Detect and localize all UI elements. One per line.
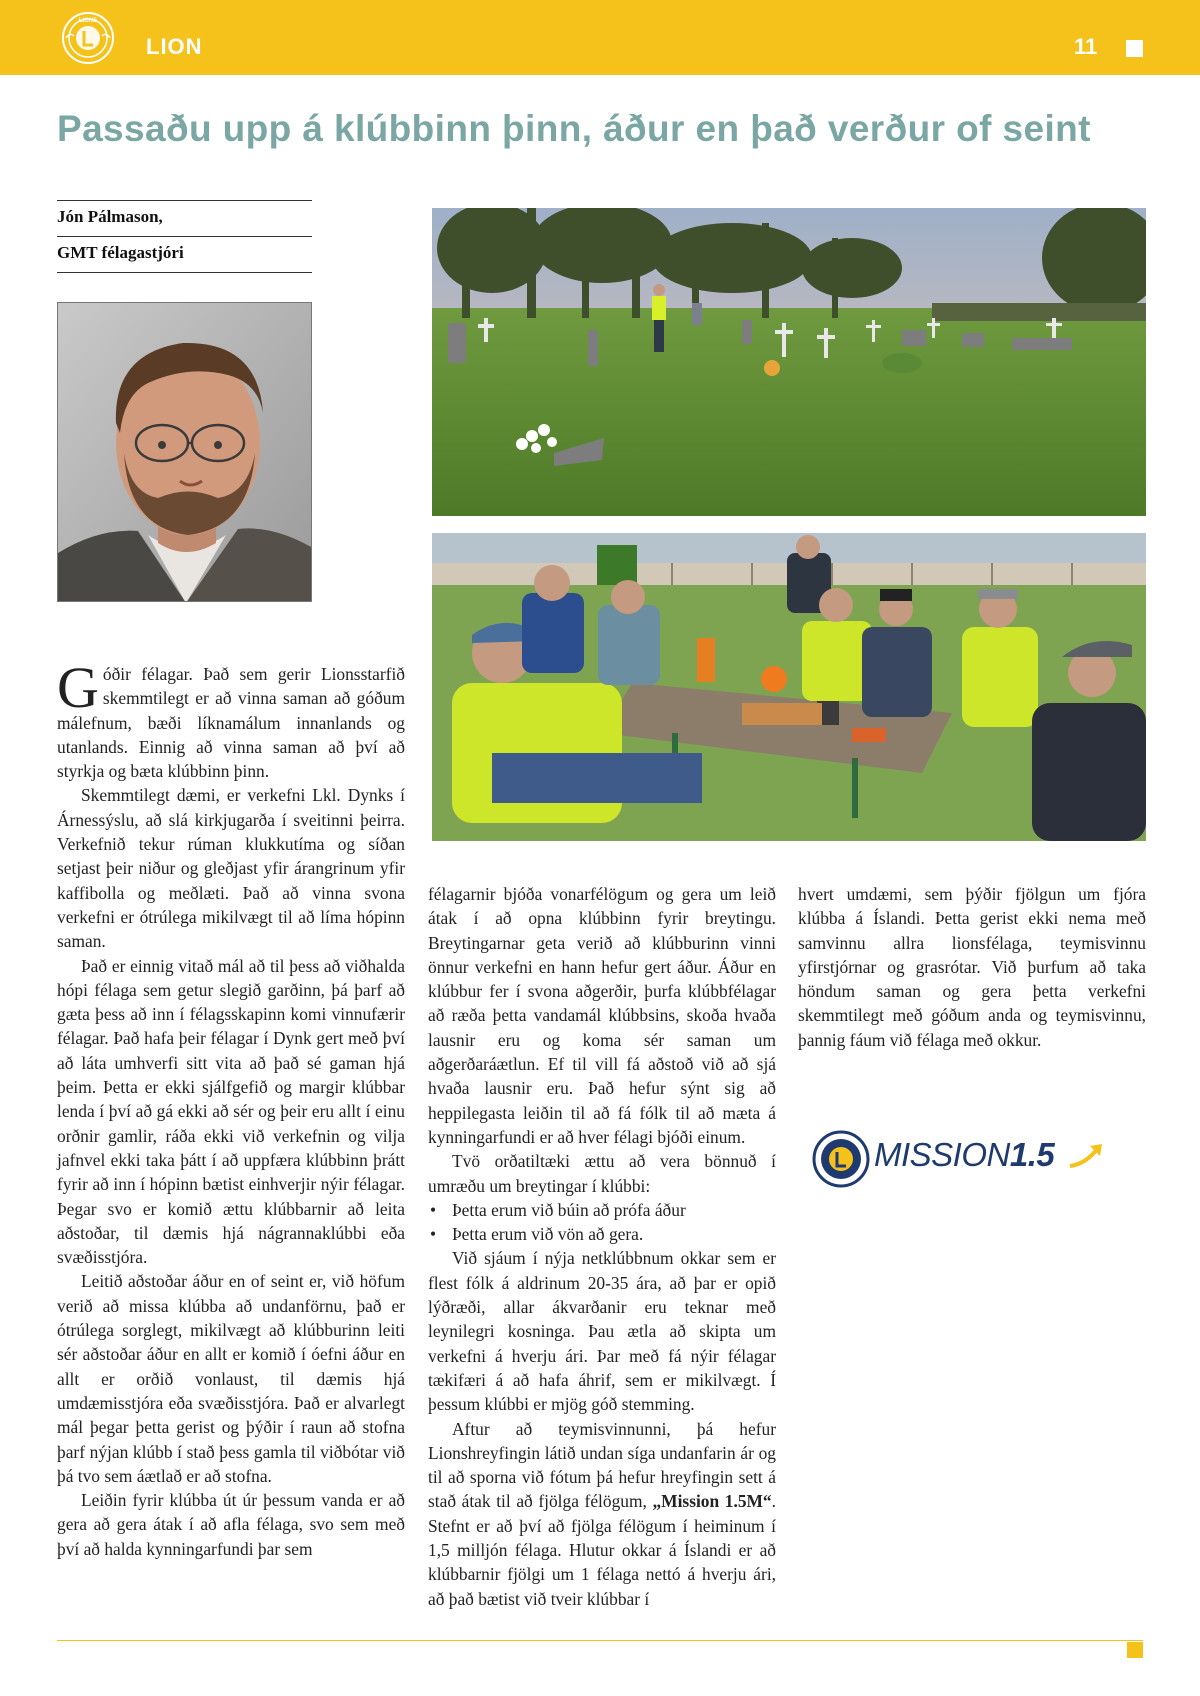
paragraph: félagarnir bjóða vonarfélögum og gera um leið átak í að opna klúbbinn fyrir breytingu. Breytingarnar geta verið að klúbburinn vinni önnur verkefni en hann hefur gert áður. Áður en klúbbur fer í svona aðgerðir, þurfa klúbbfélagar að ræða þetta vandamál klúbbsins, skoða hvaða lausnir eru og koma sér saman um aðgerðaráætlun. Ef til vill fá aðstoð við að sjá hvaða lausnir eru. Það hefur sýnt sig að heppilegasta leiðin til að fá fólk til að mæta á kynningarfundi er að hver félagi bjóði einum. — [428, 884, 776, 1147]
mission-emphasis: „Mission 1.5M“ — [652, 1491, 772, 1512]
coffee-break-photo — [432, 533, 1146, 841]
cemetery-photo — [432, 208, 1146, 516]
footer-divider — [57, 1640, 1143, 1641]
mission-wordmark — [874, 1136, 1054, 1174]
byline — [57, 200, 312, 273]
footer-marker — [1127, 1642, 1143, 1658]
bullet-list — [428, 1198, 776, 1247]
paragraph: Við sjáum í nýja netklúbbnum okkar sem er flest fólk á aldrinum 20-35 ára, að þar er opið lýðræði, allar ákvarðanir eru teknar með leynilegri kosninga. Þau ætla að skipta um verkefni á hverju ári. Þar með fá nýir félagar tækifæri á að hafa áhrif, sem er mikilvægt. Í þessum klúbbi er mjög góð stemming. — [428, 1248, 776, 1415]
cemetery-image — [432, 208, 1146, 516]
mission-logo — [812, 1130, 1112, 1190]
list-item: • Þetta erum við vön að gera. — [428, 1222, 776, 1246]
paragraph: Leiðin fyrir klúbba út úr þessum vanda er að gera að gera átak í að afla félaga, svo sem með því að halda kynningarfundi þar sem — [57, 1490, 405, 1559]
coffee-break-image — [432, 533, 1146, 841]
logo-text: LIONS — [78, 18, 98, 24]
paragraph — [57, 655, 405, 783]
list-item: • Þetta erum við búin að prófa áður — [428, 1198, 776, 1222]
lions-club-logo-icon — [62, 12, 114, 64]
paragraph-text: . Stefnt er að því að fjölga félögum í heiminum í 1,5 milljón félaga. Hlutur okkar á Íslandi er að klúbbarnir fjölgi um 1 félaga nettó á hverju ári, að það bætist við tveir klúbbar í — [428, 1491, 776, 1609]
text-column-3 — [798, 882, 1146, 1052]
article-title: Passaðu upp á klúbbinn þinn, áður en það verður of seint — [57, 108, 1091, 149]
paragraph: Það er einnig vitað mál að til þess að viðhalda hópi félaga sem getur slegið garðinn, þá þarf að gæta þess að inn í félagsskapinn komi vinnufærir félagar. Það hafa þeir félagar í Dynk gert með því að láta umhverfi sitt vita að það sé gaman hjá þeim. Þetta er ekki sjálfgefið og margir klúbbar lenda í því að gá ekki að sér og þeir eru allt í einu orðnir gamlir, ráða ekki við verkefnin og vilja jafnvel ekki taka þátt í að uppfæra klúbbinn þrátt fyrir að inn í hópinn bætist einhverjir nýir félagar. Þegar svo er komið ættu klúbbarnir að leita aðstoðar, til dæmis hjá nágrannaklúbbi eða svæðisstjóra. — [57, 955, 405, 1268]
author-portrait — [57, 302, 312, 602]
author-role: GMT félagastjóri — [57, 243, 184, 262]
mission-word: MISSION — [874, 1136, 1010, 1173]
dropcap: G — [57, 655, 99, 720]
portrait-image — [58, 303, 312, 602]
paragraph-text: Aftur að teymisvinnunni, þá hefur Lionshreyfingin látið undan síga undanfarin ár og til að sporna við fótum þá hefur hreyfingin sett á stað átak til að fjölga félögum, — [428, 1418, 776, 1512]
paragraph — [428, 1417, 776, 1611]
text-column-2 — [428, 882, 776, 1611]
page-number: 11 — [1074, 34, 1098, 59]
mission-number: 1.5 — [1009, 1136, 1055, 1173]
paragraph-text: óðir félagar. Það sem gerir Lionsstarfið skemmtilegt er að vinna saman að góðum málefnum, bæði líknamálum innanlands og utanlands. Einnig að vinna saman að því að styrkja og bæta klúbbinn þinn. — [57, 664, 405, 782]
lions-emblem-icon — [812, 1130, 870, 1188]
paragraph: Skemmtilegt dæmi, er verkefni Lkl. Dynks í Árnessýslu, að slá kirkjugarða í sveitinni þeirra. Verkefnið tekur rúman klukkutíma og síðan setjast þeir niður og gleðjast yfir árangrinum yfir kaffibolla og meðlæti. Það að vinna svona verkefni er ótrúlega mikilvægt til að líma hópinn saman. — [57, 785, 405, 952]
paragraph: hvert umdæmi, sem þýðir fjölgun um fjóra klúbba á Íslandi. Þetta gerist ekki nema með samvinnu allra lionsfélaga, teymisvinnu yfirstjórnar og grasrótar. Við þurfum að taka höndum saman og gera þetta verkefni skemmtilegt með góðum anda og teymisvinnu, þannig fáum við félaga með okkur. — [798, 884, 1146, 1050]
divider — [57, 272, 312, 273]
author-name: Jón Pálmason, — [57, 207, 163, 226]
section-title: LION — [146, 34, 203, 59]
paragraph: Tvö orðatiltæki ættu að vera bönnuð í umræðu um breytingar í klúbbi: — [428, 1151, 776, 1196]
text-column-1 — [57, 655, 405, 1561]
arrow-up-right-icon — [1068, 1140, 1108, 1170]
page-header — [0, 0, 1200, 75]
page-marker — [1126, 40, 1143, 57]
paragraph: Leitið aðstoðar áður en of seint er, við höfum verið að missa klúbba að undanförnu, það er ótrúlega sorglegt, mikilvægt að klúbburinn leiti sér aðstoðar áður en allt er komið í óefni áður en allt er orðið vonlaust, til dæmis hjá umdæmisstjóra eða svæðisstjóra. Það er alvarlegt mál þegar þetta gerist og þýðir í raun að stofna þarf nýjan klúbb í stað þess gamla til viðbótar við þá tvo sem áætlað er að stofna. — [57, 1271, 405, 1486]
